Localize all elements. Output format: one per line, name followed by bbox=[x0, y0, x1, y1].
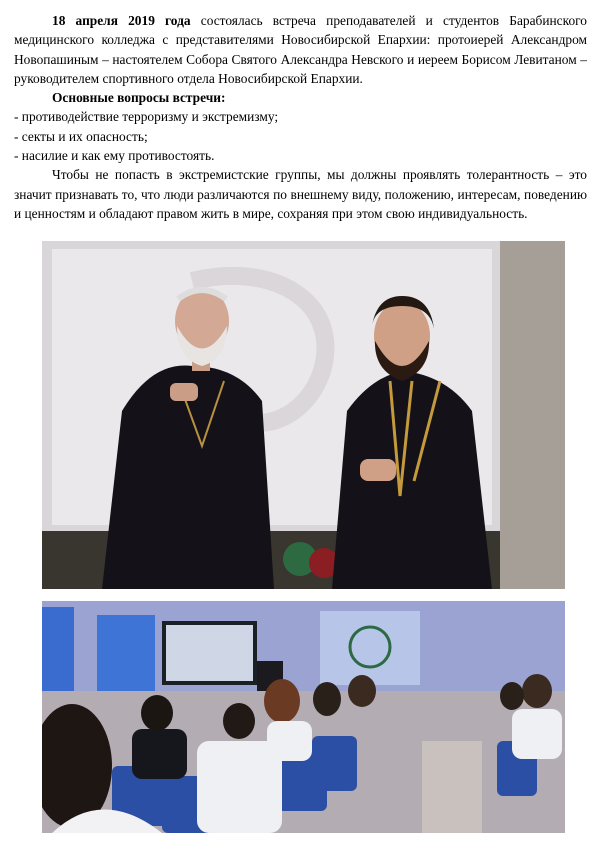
priests-illustration bbox=[42, 241, 565, 589]
photo-priests bbox=[42, 241, 565, 589]
audience-illustration bbox=[42, 601, 565, 833]
article-text bbox=[14, 11, 587, 223]
intro-paragraph bbox=[14, 11, 587, 88]
questions-heading: Основные вопросы встречи: bbox=[52, 90, 226, 106]
question-item-2: - секты и их опасность; bbox=[14, 128, 148, 144]
question-item-1: - противодействие терроризму и экстремизму; bbox=[14, 109, 279, 125]
intro-text: состоялась встреча преподавателей и студентов Барабинского медицинского колледжа с представителями Новосибирской Епархии: протоиерей Александром Новопашиным – настоятелем Собора Святого Александра Невского и иереем Борисом Левитаном – руководителем спортивного отдела Новосибирской Епархии. bbox=[14, 13, 588, 86]
question-item-3: - насилие и как ему противостоять. bbox=[14, 148, 215, 164]
meeting-date: 18 апреля 2019 года bbox=[52, 13, 191, 28]
photo-audience bbox=[42, 601, 565, 833]
closing-paragraph: Чтобы не попасть в экстремистские группы, мы должны проявлять толерантность – это значит признавать то, что люди различаются по внешнему виду, положению, интересам, поведению и ценностям и обладают правом жить в мире, сохраняя при этом свою индивидуальность. bbox=[14, 167, 587, 221]
